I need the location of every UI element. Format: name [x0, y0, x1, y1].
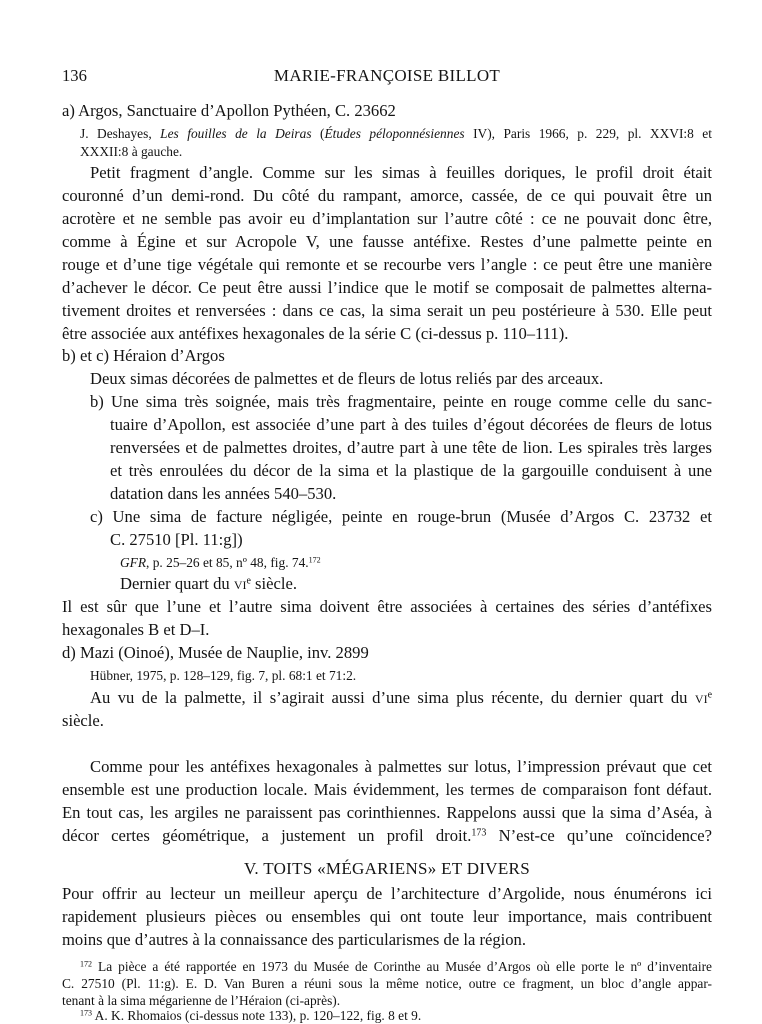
entry-a-para-line: d’achever le décor. Ce peut être aussi l’indice que le motif se composait de palmettes alterna- — [62, 278, 712, 297]
entry-b-para-line: datation dans les années 540–530. — [110, 484, 337, 503]
entry-a-reference: J. Deshayes, Les fouilles de la Deiras (Études péloponnésiennes IV), Paris 1966, p. 229, pl. XXVI:8 et — [80, 126, 712, 141]
section-title: V. TOITS «MÉGARIENS» ET DIVERS — [244, 859, 530, 878]
summary-line: Comme pour les antéfixes hexagonales à palmettes sur lotus, l’impression prévaut que cet — [90, 757, 712, 776]
footnote-ref-172: 172 — [308, 555, 321, 565]
running-header-author: MARIE-FRANÇOISE BILLOT — [273, 66, 501, 85]
entry-b-para-line: et très enroulées du décor de la sima et la plastique de la gargouille conduisent à une — [110, 461, 712, 480]
entry-b-para-line: tuaire d’Apollon, est associée d’une part à des tuiles d’égout décorées de fleurs de lotus — [110, 415, 712, 434]
entry-a-para-line: couronné d’un demi-rond. Du côté du rampant, amorce, cassée, de ce qui pouvait être un — [62, 186, 712, 205]
footnote-173: $^{173}$ A. K. Rhomaios (ci-dessus note 133), p. 120–122, fig. 8 et 9. — [80, 1008, 422, 1023]
section-para-line: moins que d’autres à la connaissance des particularismes de la région. — [62, 930, 527, 949]
entry-d-para-line: siècle. — [62, 711, 104, 730]
entry-d-para-line: Au vu de la palmette, il s’agirait aussi d’une sima plus récente, du dernier quart du $vi^e$ — [90, 688, 712, 707]
entry-c-para-line: C. 27510 [Pl. 11:g]) — [110, 530, 243, 549]
footnote-172-cont: C. 27510 (Pl. 11:g). E. D. Van Buren a réuni sous la même notice, outre ce fragment, un bloc d’angle appar- — [62, 976, 712, 991]
footnote-172: $^{172}$ La pièce a été rapportée en 1973 du Musée de Corinthe au Musée d’Argos où elle porte le nº d’inventaire — [80, 959, 712, 974]
entry-c-date: Dernier quart du $vi^e$ siècle. — [120, 574, 297, 593]
entry-bc-intro: Deux simas décorées de palmettes et de fleurs de lotus reliés par des arceaux. — [90, 369, 604, 388]
entry-a-para-line: être associée aux antéfixes hexagonales de la série C (ci-dessus p. 110–111). — [62, 324, 569, 343]
section-para-line: Pour offrir au lecteur un meilleur aperçu de l’architecture d’Argolide, nous énumérons ici — [62, 884, 712, 903]
page-number: 136 — [62, 66, 87, 85]
entry-a-para-line: comme à Égine et sur Acropole V, une fausse antéfixe. Restes d’une palmette peinte en — [62, 232, 712, 251]
entry-b-para-line: b) Une sima très soignée, mais très fragmentaire, peinte en rouge comme celle du sanc- — [90, 392, 712, 411]
entry-b-para-line: renversées et de palmettes droites, d’autre part à une tête de lion. Les spirales très larges — [110, 438, 712, 457]
summary-line: décor certes géométrique, a justement un profil droit.$^{173}$ N’est-ce qu’une coïncidence? — [62, 826, 713, 845]
entry-a-para-line: acrotère et ne semble pas avoir eu d’implantation sur l’autre côté : ce ne pouvait donc être, — [62, 209, 712, 228]
entry-d-reference: Hübner, 1975, p. 128–129, fig. 7, pl. 68:1 et 71:2. — [90, 668, 357, 683]
page — [62, 0, 712, 1024]
section-para-line: rapidement plusieurs pièces ou ensembles qui ont toute leur importance, mais contribuent — [62, 907, 712, 926]
footnote-172-cont: tenant à la sima mégarienne de l’Héraion (ci-après). — [62, 993, 341, 1008]
entry-a-reference-cont: XXXII:8 à gauche. — [80, 144, 183, 159]
entry-c-para-line: c) Une sima de facture négligée, peinte en rouge-brun (Musée d’Argos C. 23732 et — [90, 507, 712, 526]
entry-c-reference: GFR, p. 25–26 et 85, nº 48, fig. 74.$^{172}$ — [120, 555, 321, 570]
entry-a-para-line: rouge et d’une tige végétale qui remonte et se recourbe vers l’angle : ce peut être une manière — [62, 255, 712, 274]
summary-line: ensemble est une production locale. Mais évidemment, les termes de comparaison font défaut. — [62, 780, 712, 799]
summary-line: En tout cas, les argiles ne paraissent pas corinthiennes. Rappelons aussi que la sima d’Aséa, à — [62, 803, 712, 822]
entry-bc-heading: b) et c) Héraion d’Argos — [62, 346, 225, 365]
entry-bc-conclusion-line: Il est sûr que l’une et l’autre sima doivent être associées à certaines des séries d’antéfixes — [62, 597, 712, 616]
entry-d-heading: d) Mazi (Oinoé), Musée de Nauplie, inv. 2899 — [62, 643, 369, 662]
footnote-ref-173: 173 — [471, 827, 487, 839]
entry-a-para-line: tivement droites et renversées : dans ce cas, la sima serait un peu postérieure à 530. Elle peut — [62, 301, 712, 320]
entry-a-para-line: Petit fragment d’angle. Comme sur les simas à feuilles doriques, le profil droit était — [90, 163, 712, 182]
entry-a-heading: a) Argos, Sanctuaire d’Apollon Pythéen, C. 23662 — [62, 101, 396, 120]
entry-bc-conclusion-line: hexagonales B et D–I. — [62, 620, 210, 639]
